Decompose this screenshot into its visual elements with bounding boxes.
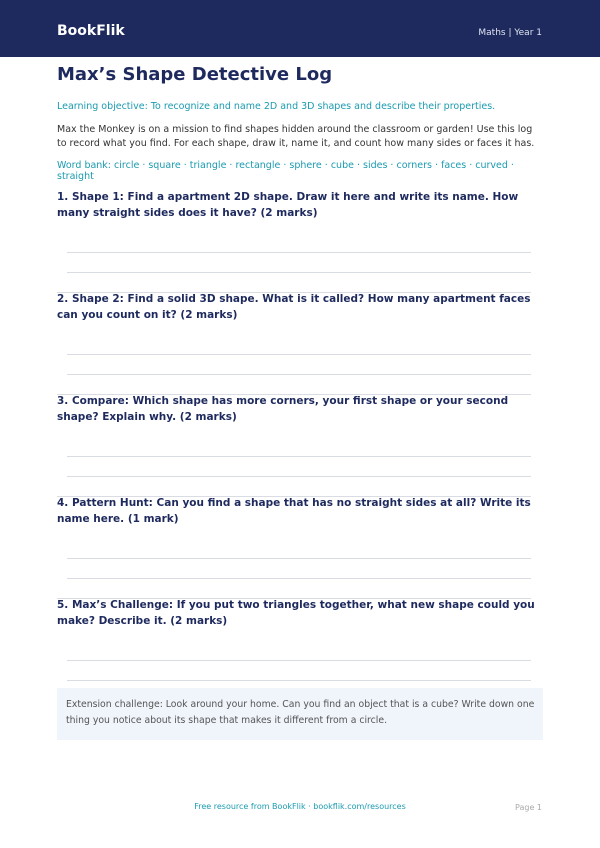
question-3 bbox=[57, 393, 545, 425]
extension-challenge-text: Extension challenge: Look around your home. Can you find an object that is a cube? Write down one thing you notice about its shape that makes it different from a circle. bbox=[66, 699, 535, 726]
intro-text: Max the Monkey is on a mission to find shapes hidden around the classroom or garden! Use this log to record what you find. For each shape, draw it, name it, and count how many sides or faces it has. bbox=[57, 124, 535, 149]
worksheet-title: Max’s Shape Detective Log bbox=[57, 64, 333, 85]
answer-line[interactable] bbox=[67, 252, 531, 253]
question-text: 3. Compare: Which shape has more corners, your first shape or your second shape? Explain why. (2 marks) bbox=[57, 395, 509, 423]
question-4 bbox=[57, 495, 545, 527]
subject-year-label: Maths | Year 1 bbox=[478, 28, 542, 38]
question-5 bbox=[57, 597, 545, 629]
answer-line[interactable] bbox=[67, 578, 531, 579]
header-bar bbox=[0, 0, 600, 57]
answer-line[interactable] bbox=[67, 558, 531, 559]
learning-objective: Learning objective: To recognize and name 2D and 3D shapes and describe their properties. bbox=[57, 101, 496, 112]
footer-credit: Free resource from BookFlik · bookflik.com/resources bbox=[194, 802, 406, 811]
question-text: 5. Max’s Challenge: If you put two triangles together, what new shape could you make? Describe it. (2 marks) bbox=[57, 599, 535, 627]
page-number: Page 1 bbox=[515, 803, 542, 812]
answer-line[interactable] bbox=[67, 272, 531, 273]
brand-logo: BookFlik bbox=[57, 23, 125, 39]
answer-line[interactable] bbox=[67, 476, 531, 477]
extension-challenge-box bbox=[57, 688, 543, 740]
word-bank: Word bank: circle · square · triangle · rectangle · sphere · cube · sides · corners · faces · curved · straight bbox=[57, 160, 514, 182]
question-text: 1. Shape 1: Find a apartment 2D shape. Draw it here and write its name. How many straight sides does it have? (2 marks) bbox=[57, 191, 519, 219]
question-text: 2. Shape 2: Find a solid 3D shape. What is it called? How many apartment faces can you count on it? (2 marks) bbox=[57, 293, 531, 321]
question-text: 4. Pattern Hunt: Can you find a shape that has no straight sides at all? Write its name here. (1 mark) bbox=[57, 497, 531, 525]
answer-line[interactable] bbox=[67, 374, 531, 375]
answer-line[interactable] bbox=[67, 354, 531, 355]
answer-line[interactable] bbox=[67, 680, 531, 681]
question-1 bbox=[57, 189, 545, 221]
question-2 bbox=[57, 291, 545, 323]
answer-line[interactable] bbox=[67, 456, 531, 457]
answer-line[interactable] bbox=[67, 660, 531, 661]
